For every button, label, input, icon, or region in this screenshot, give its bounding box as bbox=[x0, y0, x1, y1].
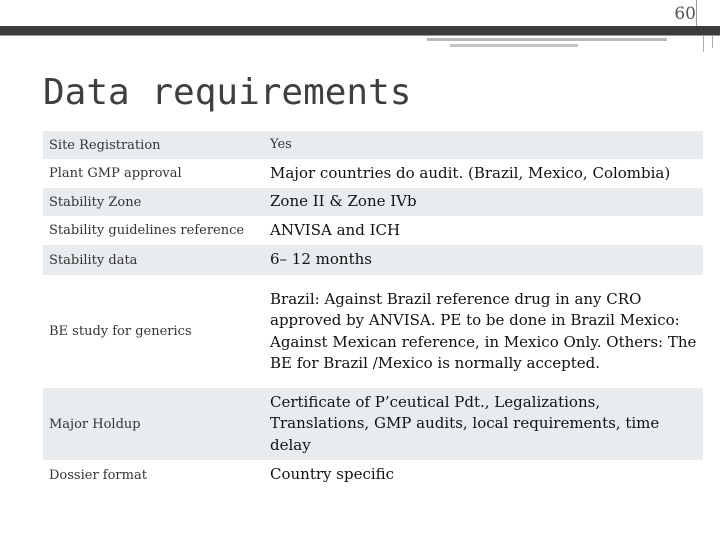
row-value: Yes bbox=[270, 137, 292, 153]
row-value: Country specific bbox=[270, 465, 395, 484]
table-row bbox=[43, 245, 703, 275]
row-label: Stability data bbox=[49, 252, 138, 268]
row-label: BE study for generics bbox=[49, 324, 192, 339]
table-row bbox=[43, 131, 703, 159]
table-row bbox=[43, 159, 703, 188]
row-value: Major countries do audit. (Brazil, Mexico, Colombia) bbox=[270, 163, 671, 182]
header-line bbox=[0, 35, 720, 36]
header-bar bbox=[0, 26, 720, 35]
row-value: ANVISA and ICH bbox=[270, 220, 401, 239]
row-label: Site Registration bbox=[49, 137, 161, 153]
row-label: Stability Zone bbox=[49, 194, 142, 210]
decor-line bbox=[703, 36, 704, 52]
row-label: Dossier format bbox=[49, 467, 147, 483]
row-value: Certificate of P’ceutical Pdt., Legalizations, Translations, GMP audits, local requirements, time delay bbox=[270, 392, 660, 454]
row-label: Stability guidelines reference bbox=[49, 223, 245, 238]
decor-line bbox=[450, 44, 578, 47]
table-row bbox=[43, 188, 703, 216]
table-row bbox=[43, 388, 703, 460]
requirements-table bbox=[43, 131, 703, 490]
page-number: 60 bbox=[674, 4, 696, 24]
row-label: Major Holdup bbox=[49, 416, 141, 432]
table-row bbox=[43, 275, 703, 388]
row-value: Zone II & Zone IVb bbox=[270, 192, 417, 211]
row-value: 6– 12 months bbox=[270, 250, 372, 269]
decor-line bbox=[427, 38, 667, 41]
slide-title: Data requirements bbox=[43, 72, 412, 113]
table-row bbox=[43, 460, 703, 490]
decor-line bbox=[696, 0, 697, 26]
row-label: Plant GMP approval bbox=[49, 166, 182, 181]
decor-line bbox=[712, 36, 713, 48]
table-row bbox=[43, 216, 703, 245]
row-value: Brazil: Against Brazil reference drug in any CRO approved by ANVISA. PE to be done in Brazil Mexico: Against Mexican reference, in Mexico Only. Others: The BE for Brazil /Mexico is normally accepted. bbox=[270, 289, 697, 372]
